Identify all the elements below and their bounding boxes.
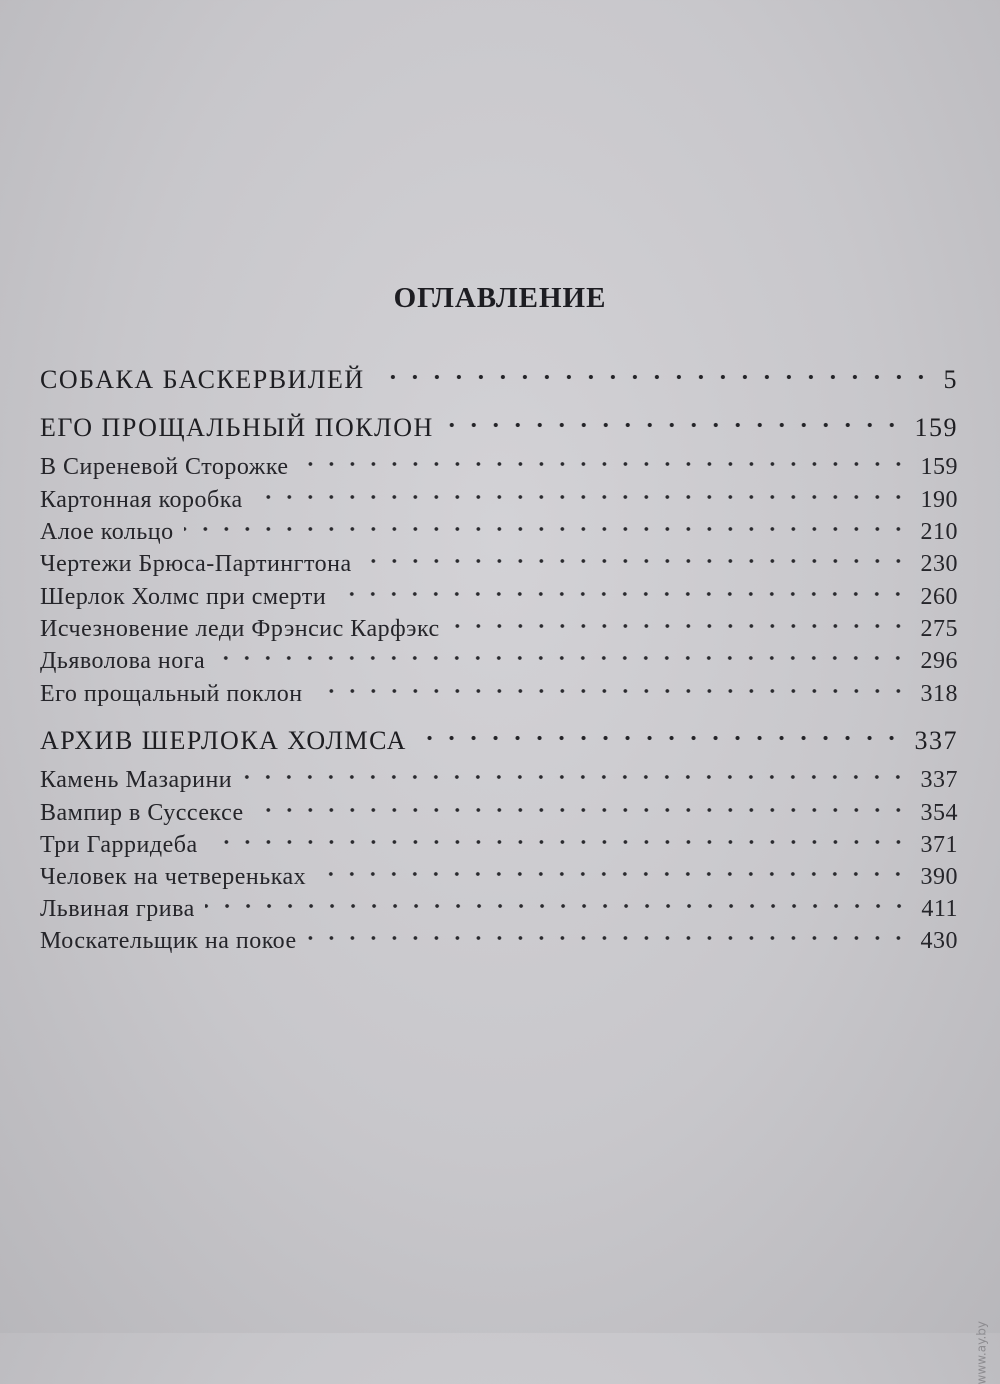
toc-entry-page: 318 bbox=[920, 681, 958, 707]
toc-entry-page: 411 bbox=[921, 896, 958, 922]
toc-entry bbox=[40, 828, 958, 859]
watermark: www.ay.by bbox=[974, 1321, 988, 1384]
toc-entry-page: 159 bbox=[920, 454, 958, 480]
leader-dots bbox=[444, 412, 903, 438]
leader-dots bbox=[313, 679, 909, 703]
toc-entry bbox=[40, 410, 958, 443]
toc-entry-page: 430 bbox=[920, 928, 958, 954]
leader-dots bbox=[184, 517, 909, 541]
toc-entry bbox=[40, 483, 958, 514]
toc-entry-title: Чертежи Брюса-Партингтона bbox=[40, 551, 352, 577]
toc-entry-page: 390 bbox=[920, 864, 958, 890]
leader-dots bbox=[375, 364, 932, 390]
toc-entry-page: 260 bbox=[920, 584, 958, 610]
toc-entry-page: 354 bbox=[920, 800, 958, 826]
toc-entry-title: Москательщик на покое bbox=[40, 928, 297, 954]
toc-entry bbox=[40, 763, 958, 794]
toc-entry-title: Львиная грива bbox=[40, 896, 195, 922]
toc-entry-title: СОБАКА БАСКЕРВИЛЕЙ bbox=[40, 365, 365, 394]
toc-entry bbox=[40, 362, 958, 395]
toc-entry-page: 210 bbox=[920, 519, 958, 545]
toc-entry-title: Дьяволова нога bbox=[40, 648, 206, 674]
toc-entry-title: ЕГО ПРОЩАЛЬНЫЙ ПОКЛОН bbox=[40, 413, 434, 442]
toc-entry bbox=[40, 723, 958, 756]
leader-dots bbox=[299, 452, 909, 476]
toc-entry-title: Вампир в Суссексе bbox=[40, 800, 244, 826]
leader-dots bbox=[417, 725, 903, 751]
toc-entry-page: 337 bbox=[920, 767, 958, 793]
toc-entry-page: 296 bbox=[920, 648, 958, 674]
toc-entry bbox=[40, 547, 958, 578]
leader-dots bbox=[242, 765, 908, 789]
leader-dots bbox=[254, 798, 909, 822]
toc-entry bbox=[40, 580, 958, 611]
leader-dots bbox=[450, 614, 909, 638]
leader-dots bbox=[316, 862, 908, 886]
toc-entry-page: 159 bbox=[914, 413, 958, 442]
toc-entry-title: Шерлок Холмс при смерти bbox=[40, 584, 327, 610]
toc-entry-page: 230 bbox=[920, 551, 958, 577]
leader-dots bbox=[307, 926, 909, 950]
leader-dots bbox=[208, 830, 909, 854]
toc-entry bbox=[40, 677, 958, 708]
toc-entry-page: 337 bbox=[914, 726, 958, 755]
toc-entry bbox=[40, 644, 958, 675]
page-title: ОГЛАВЛЕНИЕ bbox=[393, 282, 607, 314]
toc-entry-page: 190 bbox=[920, 487, 958, 513]
toc-entry bbox=[40, 515, 958, 546]
toc-entry-title: Человек на четвереньках bbox=[40, 864, 307, 890]
leader-dots bbox=[215, 646, 908, 670]
toc-entry-page: 371 bbox=[920, 832, 958, 858]
toc-entry-title: Камень Мазарини bbox=[40, 767, 233, 793]
leader-dots bbox=[205, 894, 910, 918]
toc-entry bbox=[40, 450, 958, 481]
toc-entry-title: Алое кольцо bbox=[40, 519, 174, 545]
leader-dots bbox=[336, 582, 908, 606]
toc-entry-page: 5 bbox=[943, 365, 958, 394]
toc-entry bbox=[40, 892, 958, 923]
toc-entry-title: В Сиреневой Сторожке bbox=[40, 454, 289, 480]
toc-entry-page: 275 bbox=[920, 616, 958, 642]
leader-dots bbox=[253, 485, 909, 509]
toc-entry bbox=[40, 860, 958, 891]
toc-entry-title: Исчезновение леди Фрэнсис Карфэкс bbox=[40, 616, 440, 642]
toc-entry bbox=[40, 612, 958, 643]
leader-dots bbox=[362, 549, 909, 573]
toc-entry bbox=[40, 796, 958, 827]
toc-entry-title: Его прощальный поклон bbox=[40, 681, 303, 707]
toc-entry-title: АРХИВ ШЕРЛОКА ХОЛМСА bbox=[40, 726, 407, 755]
toc-entry-title: Три Гарридеба bbox=[40, 832, 198, 858]
toc-entry-title: Картонная коробка bbox=[40, 487, 243, 513]
toc-entry bbox=[40, 924, 958, 955]
